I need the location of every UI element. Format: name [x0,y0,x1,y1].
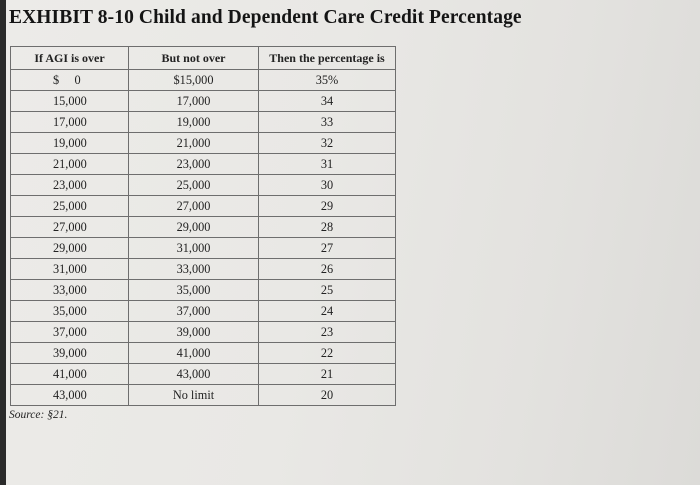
table-row [11,133,396,154]
table-row [11,280,396,301]
cell-but-not-over: 35,000 [129,280,259,301]
cell-agi-over: 35,000 [11,301,129,322]
cell-percentage: 29 [259,196,396,217]
cell-percentage: 34 [259,91,396,112]
cell-agi-over: 31,000 [11,259,129,280]
header-agi-over: If AGI is over [11,47,129,70]
table-row [11,217,396,238]
cell-agi-over: 41,000 [11,364,129,385]
cell-percentage: 20 [259,385,396,406]
cell-but-not-over: 25,000 [129,175,259,196]
header-but-not-over: But not over [129,47,259,70]
header-percentage: Then the percentage is [259,47,396,70]
table-row [11,343,396,364]
cell-but-not-over: No limit [129,385,259,406]
cell-agi-over: 23,000 [11,175,129,196]
table-row [11,175,396,196]
table-row [11,385,396,406]
cell-agi-over: 29,000 [11,238,129,259]
table-row [11,112,396,133]
table-row [11,196,396,217]
cell-but-not-over: 29,000 [129,217,259,238]
cell-agi-over: 43,000 [11,385,129,406]
cell-but-not-over: 27,000 [129,196,259,217]
cell-agi-over: 27,000 [11,217,129,238]
table-row [11,259,396,280]
left-border [0,0,6,485]
exhibit-title: EXHIBIT 8-10 Child and Dependent Care Credit Percentage [9,7,522,28]
cell-percentage: 23 [259,322,396,343]
cell-agi-over: 21,000 [11,154,129,175]
cell-percentage: 22 [259,343,396,364]
cell-but-not-over: $15,000 [129,70,259,91]
cell-but-not-over: 41,000 [129,343,259,364]
cell-but-not-over: 43,000 [129,364,259,385]
cell-percentage: 26 [259,259,396,280]
table-row [11,154,396,175]
table-row [11,238,396,259]
cell-percentage: 27 [259,238,396,259]
cell-but-not-over: 33,000 [129,259,259,280]
cell-agi-over: 15,000 [11,91,129,112]
cell-but-not-over: 21,000 [129,133,259,154]
cell-agi-over: 37,000 [11,322,129,343]
cell-but-not-over: 39,000 [129,322,259,343]
cell-agi-over: 19,000 [11,133,129,154]
cell-but-not-over: 19,000 [129,112,259,133]
cell-agi-over: 39,000 [11,343,129,364]
cell-percentage: 25 [259,280,396,301]
table-row [11,364,396,385]
cell-agi-over: $ 0 [11,70,129,91]
cell-but-not-over: 31,000 [129,238,259,259]
table-body [11,70,396,406]
table-header-row [11,47,396,70]
credit-table-container [10,46,396,406]
cell-percentage: 33 [259,112,396,133]
table-row [11,301,396,322]
cell-but-not-over: 17,000 [129,91,259,112]
cell-percentage: 35% [259,70,396,91]
cell-but-not-over: 23,000 [129,154,259,175]
cell-but-not-over: 37,000 [129,301,259,322]
cell-percentage: 31 [259,154,396,175]
cell-agi-over: 17,000 [11,112,129,133]
cell-agi-over: 33,000 [11,280,129,301]
cell-percentage: 32 [259,133,396,154]
cell-percentage: 21 [259,364,396,385]
table-row [11,322,396,343]
cell-percentage: 24 [259,301,396,322]
cell-percentage: 28 [259,217,396,238]
table-row [11,91,396,112]
credit-percentage-table [10,46,396,406]
table-row [11,70,396,91]
cell-agi-over: 25,000 [11,196,129,217]
source-note: Source: §21. [9,409,68,421]
cell-percentage: 30 [259,175,396,196]
